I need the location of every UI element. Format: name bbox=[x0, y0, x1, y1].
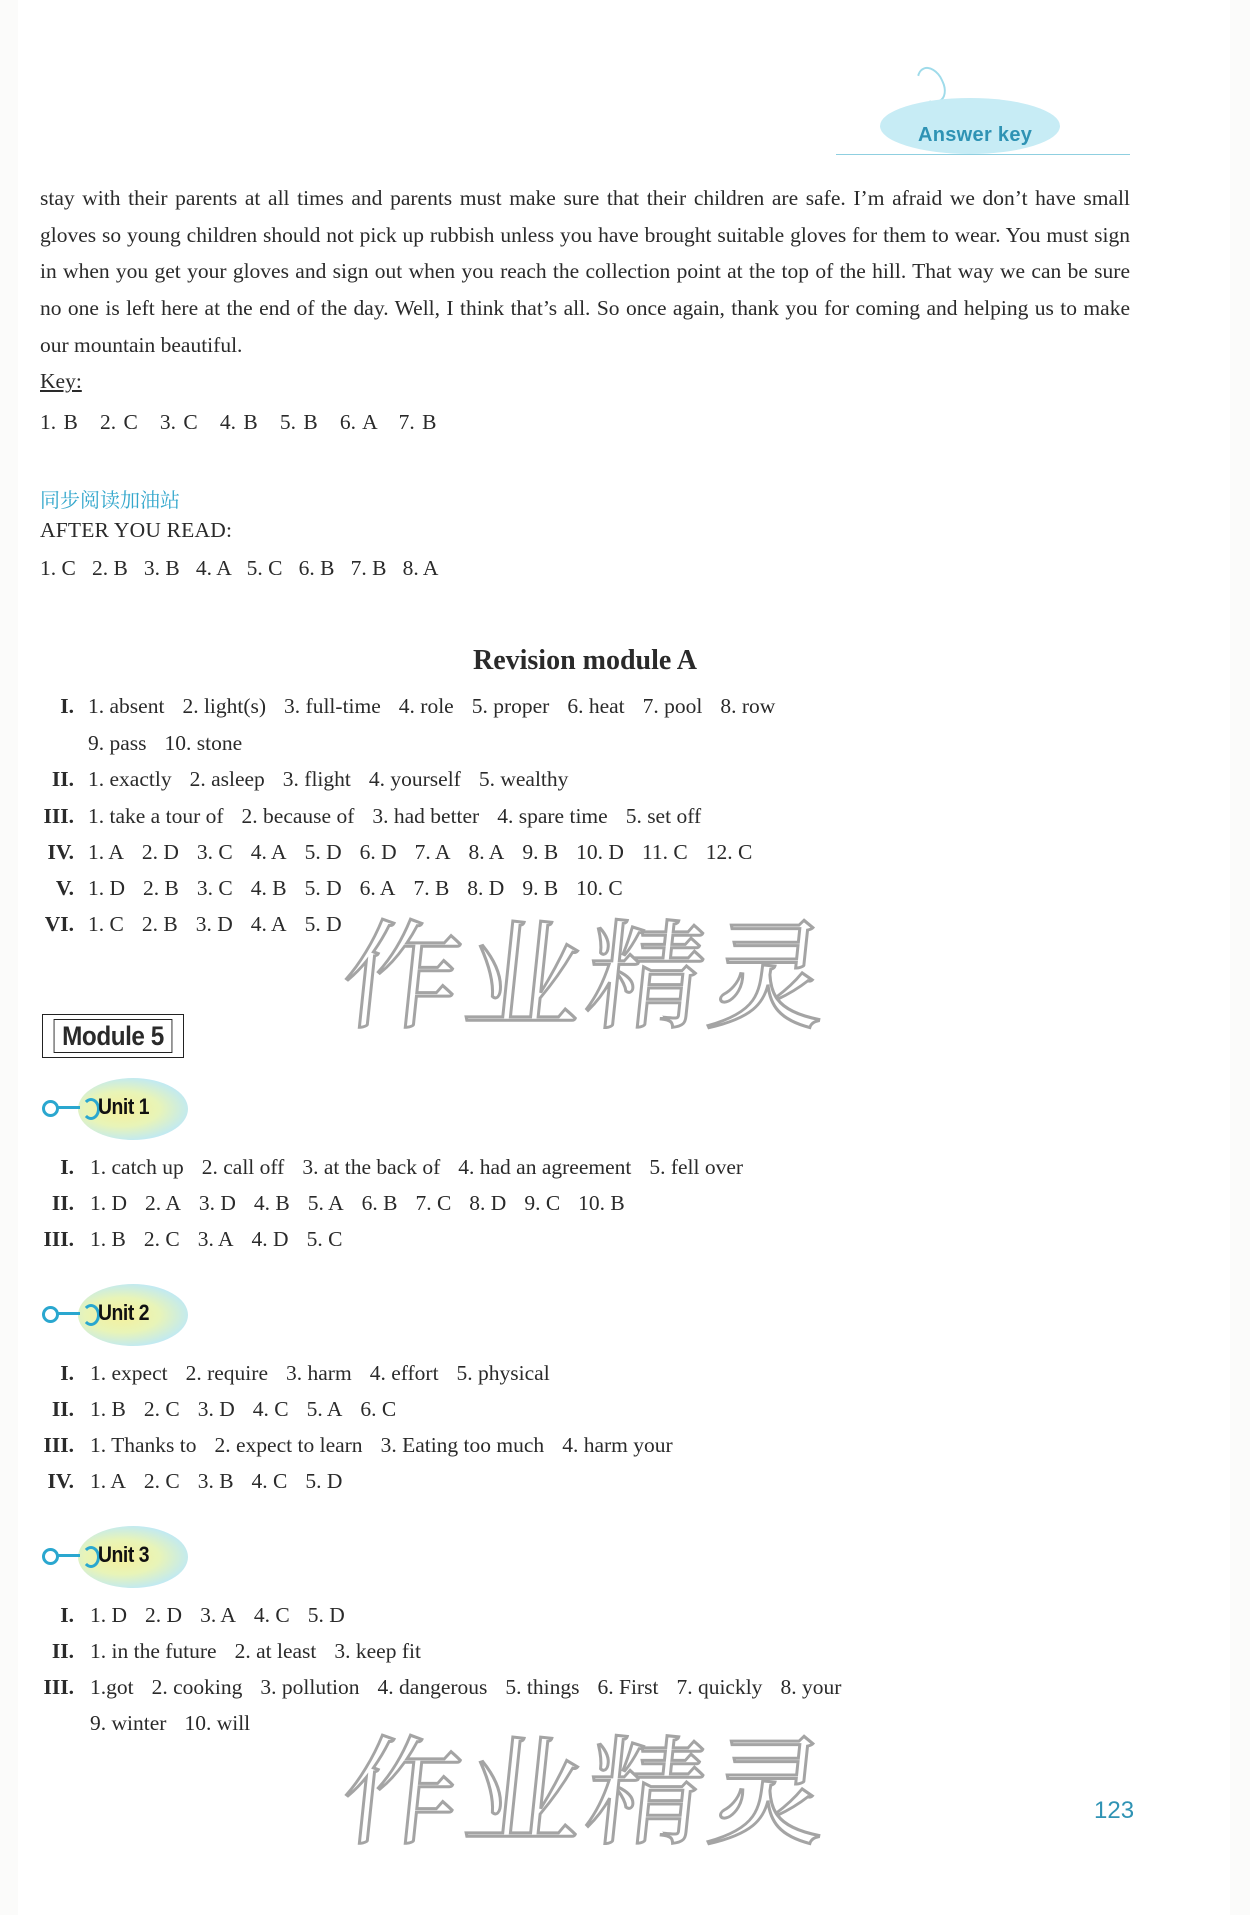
answer-item: 1. expect bbox=[90, 1361, 168, 1385]
answer-item: 5. D bbox=[305, 1469, 343, 1493]
answer-item: 6. D bbox=[359, 840, 397, 864]
answer-item: 6. heat bbox=[567, 694, 625, 718]
answer-item: 8. D bbox=[467, 876, 505, 900]
answer-item: 2. call off bbox=[201, 1155, 285, 1179]
answer-item: 9. winter bbox=[90, 1711, 167, 1735]
answer-item: 5. fell over bbox=[649, 1155, 744, 1179]
answer-item: 3. A bbox=[200, 1603, 236, 1627]
answer-item: 7. quickly bbox=[676, 1675, 763, 1699]
answer-item: 1. C bbox=[88, 912, 124, 936]
answer-item: 2. B bbox=[141, 912, 178, 936]
answer-item: 2. require bbox=[185, 1361, 268, 1385]
answer-item: 10. B bbox=[578, 1191, 625, 1215]
reading-answers: 1. C 2. B 3. B 4. A 5. C 6. B 7. B 8. A bbox=[40, 556, 439, 580]
answer-item: 8. your bbox=[780, 1675, 842, 1699]
row-number: I. bbox=[60, 1603, 74, 1627]
answer-item: 3. at the back of bbox=[302, 1155, 441, 1179]
answer-item: 5. wealthy bbox=[478, 767, 569, 791]
row-number: I. bbox=[60, 1155, 74, 1179]
answer-item: 2. expect to learn bbox=[214, 1433, 363, 1457]
unit-label: Unit 1 bbox=[98, 1094, 150, 1119]
answer-item: 5. A bbox=[307, 1191, 344, 1215]
listening-passage: stay with their parents at all times and parents must make sure that their children are safe. I’m afraid we don’t have small gloves so young children should not pick up rubbish unless you have brought suitable gloves for them to wear. You must sign in when you get your gloves and sign out when you reach the collection point at the top of the hill. That way we can be sure no one is left here at the end of the day. Well, I think that’s all. So once again, thank you for coming and helping us to make our mountain beautiful. bbox=[40, 186, 1130, 357]
answer-item: 3. harm bbox=[286, 1361, 352, 1385]
answer-item: 1. A bbox=[88, 840, 124, 864]
row-number: IV. bbox=[47, 1469, 74, 1493]
key-shaft bbox=[58, 1312, 80, 1315]
answer-item: 8. D bbox=[469, 1191, 507, 1215]
answer-item: 2. asleep bbox=[189, 767, 265, 791]
answer-item: 1. in the future bbox=[90, 1639, 217, 1663]
row-number: III. bbox=[43, 804, 74, 828]
unit-label: Unit 2 bbox=[98, 1300, 150, 1325]
answer-item: 5. set off bbox=[625, 804, 702, 828]
answer-item: 2. C bbox=[143, 1397, 180, 1421]
answer-item: 7. pool bbox=[642, 694, 703, 718]
answer-item: 8. A bbox=[468, 840, 505, 864]
answer-item: 1. A bbox=[90, 1469, 126, 1493]
answer-item: 3. D bbox=[198, 1191, 236, 1215]
answer-item: 1. D bbox=[90, 1603, 128, 1627]
answer-item: 9. B bbox=[522, 876, 559, 900]
answer-item: 7. C bbox=[415, 1191, 452, 1215]
reading-subtitle: AFTER YOU READ: bbox=[40, 518, 233, 542]
answer-item: 12. C bbox=[705, 840, 753, 864]
watermark: 作业精灵 bbox=[335, 908, 839, 1046]
answer-item: 3. A bbox=[197, 1227, 234, 1251]
answer-item: 1. Thanks to bbox=[90, 1433, 197, 1457]
reading-section-title: 同步阅读加油站 bbox=[40, 488, 180, 512]
answer-item: 1. exactly bbox=[88, 767, 172, 791]
answer-item: 10. C bbox=[576, 876, 623, 900]
answer-item: 6. B bbox=[361, 1191, 398, 1215]
answer-item: 4. had an agreement bbox=[458, 1155, 632, 1179]
answer-item: 4. B bbox=[250, 876, 287, 900]
key-label: Key: bbox=[40, 369, 82, 393]
answer-item: 8. row bbox=[720, 694, 776, 718]
answer-item: 3. full-time bbox=[284, 694, 381, 718]
answer-item: 9. B bbox=[522, 840, 559, 864]
answer-item: 2. D bbox=[145, 1603, 183, 1627]
answer-item: 5. proper bbox=[471, 694, 550, 718]
key-icon bbox=[42, 1548, 59, 1565]
answer-item: 4. dangerous bbox=[377, 1675, 488, 1699]
answer-item: 5. D bbox=[304, 840, 342, 864]
answer-item: 3. D bbox=[195, 912, 233, 936]
unit-label: Unit 3 bbox=[98, 1542, 150, 1567]
answer-item: 4. harm your bbox=[562, 1433, 673, 1457]
row-number: II. bbox=[51, 1191, 74, 1215]
answer-item: 1.got bbox=[90, 1675, 134, 1699]
answer-item: 4. effort bbox=[369, 1361, 439, 1385]
answer-item: 2. because of bbox=[241, 804, 355, 828]
key-answers: 1. B 2. C 3. C 4. B 5. B 6. A 7. B bbox=[40, 410, 437, 434]
answer-item: 4. yourself bbox=[368, 767, 461, 791]
answer-item: 5. physical bbox=[456, 1361, 550, 1385]
row-number: III. bbox=[43, 1675, 74, 1699]
row-number: II. bbox=[51, 1397, 74, 1421]
answer-item: 3. Eating too much bbox=[380, 1433, 545, 1457]
answer-item: 3. C bbox=[196, 840, 233, 864]
answer-item: 6. First bbox=[597, 1675, 659, 1699]
row-number: IV. bbox=[47, 840, 74, 864]
answer-item: 1. D bbox=[88, 876, 126, 900]
answer-item: 4. C bbox=[253, 1603, 290, 1627]
row-number: V. bbox=[55, 876, 74, 900]
answer-item: 10. stone bbox=[164, 731, 243, 755]
answer-item: 1. catch up bbox=[90, 1155, 184, 1179]
answer-item: 4. B bbox=[253, 1191, 290, 1215]
answer-item: 6. C bbox=[360, 1397, 397, 1421]
answer-item: 2. B bbox=[143, 876, 179, 900]
answer-item: 2. C bbox=[143, 1227, 180, 1251]
answer-item: 5. things bbox=[505, 1675, 580, 1699]
answer-item: 3. pollution bbox=[260, 1675, 360, 1699]
watermark: 作业精灵 bbox=[335, 1724, 839, 1862]
revision-title: Revision module A bbox=[472, 645, 698, 676]
header-rule bbox=[836, 154, 1130, 155]
answer-item: 4. A bbox=[250, 912, 287, 936]
answer-item: 2. cooking bbox=[151, 1675, 243, 1699]
answer-item: 2. D bbox=[141, 840, 179, 864]
answer-item: 5. D bbox=[307, 1603, 345, 1627]
answer-item: 2. A bbox=[145, 1191, 181, 1215]
row-number: I. bbox=[60, 694, 74, 718]
module-heading bbox=[42, 1014, 184, 1058]
answer-item: 4. C bbox=[251, 1469, 288, 1493]
row-number: III. bbox=[43, 1227, 74, 1251]
answer-item: 1. B bbox=[90, 1397, 126, 1421]
answer-item: 2. light(s) bbox=[182, 694, 267, 718]
answer-item: 6. A bbox=[359, 876, 396, 900]
answer-item: 4. A bbox=[250, 840, 287, 864]
answer-item: 2. C bbox=[143, 1469, 180, 1493]
answer-item: 4. D bbox=[251, 1227, 289, 1251]
answer-item: 3. D bbox=[197, 1397, 235, 1421]
answer-item: 11. C bbox=[641, 840, 688, 864]
answer-item: 7. A bbox=[414, 840, 451, 864]
row-number: II. bbox=[51, 1639, 74, 1663]
answer-item: 4. spare time bbox=[497, 804, 608, 828]
key-icon bbox=[42, 1306, 59, 1323]
answer-item: 3. C bbox=[196, 876, 233, 900]
key-icon bbox=[42, 1100, 59, 1117]
answer-item: 9. C bbox=[524, 1191, 561, 1215]
answer-item: 3. keep fit bbox=[334, 1639, 421, 1663]
unit-badge bbox=[42, 1284, 192, 1346]
header-title: Answer key bbox=[918, 124, 1033, 146]
row-number: VI. bbox=[44, 912, 74, 936]
answer-item: 7. B bbox=[413, 876, 450, 900]
answer-item: 1. take a tour of bbox=[88, 804, 224, 828]
answer-item: 10. D bbox=[576, 840, 624, 864]
answer-item: 5. C bbox=[306, 1227, 343, 1251]
answer-item: 3. B bbox=[197, 1469, 234, 1493]
answer-item: 1. B bbox=[90, 1227, 126, 1251]
answer-item: 5. D bbox=[304, 912, 342, 936]
answer-item: 1. D bbox=[90, 1191, 128, 1215]
unit-badge bbox=[42, 1078, 192, 1140]
answer-item: 9. pass bbox=[88, 731, 147, 755]
answer-item: 3. flight bbox=[282, 767, 351, 791]
module-title: Module 5 bbox=[54, 1019, 173, 1053]
answer-item: 10. will bbox=[184, 1711, 251, 1735]
answer-item: 5. A bbox=[306, 1397, 343, 1421]
page-number: 123 bbox=[1094, 1797, 1135, 1824]
key-shaft bbox=[58, 1106, 80, 1109]
answer-item: 2. at least bbox=[234, 1639, 317, 1663]
unit-badge bbox=[42, 1526, 192, 1588]
answer-item: 1. absent bbox=[88, 694, 165, 718]
key-shaft bbox=[58, 1554, 80, 1557]
answer-item: 3. had better bbox=[372, 804, 480, 828]
row-number: III. bbox=[43, 1433, 74, 1457]
row-number: I. bbox=[60, 1361, 74, 1385]
answer-item: 5. D bbox=[304, 876, 342, 900]
answer-item: 4. C bbox=[252, 1397, 289, 1421]
row-number: II. bbox=[51, 767, 74, 791]
answer-item: 4. role bbox=[398, 694, 454, 718]
